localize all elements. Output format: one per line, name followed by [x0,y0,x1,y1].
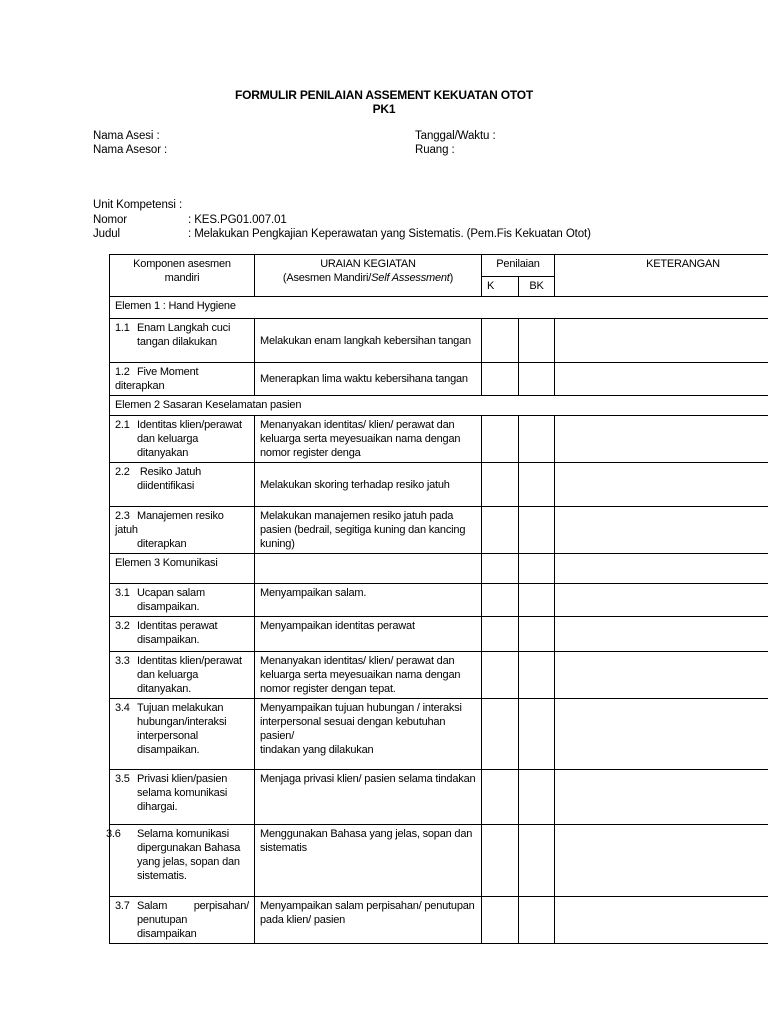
komponen-cell [110,617,255,652]
komponen-text: perpisahan/ [193,900,249,912]
komponen-number-salam [115,899,167,913]
k-cell[interactable] [482,463,519,507]
uraian-line: Melakukan manajemen resiko jatuh pada [260,510,454,522]
komponen-text: hubungan/interaksi [137,716,227,728]
komponen-text: Salam [137,900,168,912]
uraian-line: Menyampaikan tujuan hubungan / interaksi [260,702,462,714]
keterangan-cell[interactable] [555,770,768,825]
komponen-cell [110,770,255,825]
bk-cell[interactable] [519,319,555,363]
komponen-text: disampaikan. [137,744,200,756]
k-cell[interactable] [482,554,519,584]
uraian-cell: Menjaga privasi klien/ pasien selama tindakan [255,770,482,825]
komponen-cell [110,652,255,699]
komponen-text: Enam Langkah cuci [137,322,231,334]
k-cell[interactable] [482,652,519,699]
bk-cell[interactable] [519,363,555,396]
komponen-text: Privasi klien/pasien [137,773,228,785]
keterangan-cell[interactable] [555,319,768,363]
uraian-cell [255,897,482,944]
table-row [110,319,768,363]
bk-cell[interactable] [519,699,555,770]
judul-value: : Melakukan Pengkajian Keperawatan yang Sistematis. (Pem.Fis Kekuatan Otot) [188,228,591,240]
komponen-text: Ucapan salam [137,587,205,599]
nomor-label: Nomor [93,214,128,226]
komponen-cell [110,699,255,770]
elemen3-label: Elemen 3 Komunikasi [110,554,255,584]
header-uraian-a: (Asesmen Mandiri/ [282,272,372,284]
komponen-text: dan keluarga ditanyakan. [137,669,199,695]
komponen-text: Manajemen resiko jatuh [115,510,224,536]
table-row [110,463,768,507]
komponen-text: diterapkan [137,538,187,550]
uraian-cell [255,652,482,699]
komponen-text: diidentifikasi [137,480,195,492]
table-row [110,825,768,897]
bk-cell[interactable] [519,584,555,617]
row-number: 2.3 [115,510,130,522]
komponen-cell [110,897,255,944]
k-cell[interactable] [482,617,519,652]
row-number: 2.1 [115,419,130,431]
komponen-text: dan keluarga ditanyakan [137,433,199,459]
table-row-elemen3 [110,554,768,584]
header-uraian-line1: URAIAN KEGIATAN [320,258,416,270]
table-row-elemen1 [110,297,768,319]
header-k: K [482,277,519,297]
row-number: 3.4 [115,702,130,714]
keterangan-cell[interactable] [555,825,768,897]
table-row [110,652,768,699]
judul-label: Judul [93,228,120,240]
komponen-text: Resiko Jatuh [137,466,202,478]
uraian-line: pasien (bedrail, segitiga kuning dan kancing [260,524,466,536]
uraian-cell: Melakukan skoring terhadap resiko jatuh [255,463,482,507]
header-uraian-c: ) [449,272,454,284]
komponen-text: yang jelas, sopan dan [137,856,240,868]
table-row [110,363,768,396]
uraian-line: sistematis [260,842,307,854]
k-cell[interactable] [482,319,519,363]
header-uraian-line2 [260,271,476,285]
komponen-text: disampaikan. [137,634,200,646]
komponen-text: Selama komunikasi [137,828,229,840]
komponen-text: Identitas perawat [137,620,218,632]
k-cell[interactable] [482,897,519,944]
komponen-cell [110,463,255,507]
bk-cell[interactable] [519,507,555,554]
komponen-cell [110,363,255,396]
assessment-table [106,254,768,944]
k-cell[interactable] [482,416,519,463]
table-row [110,770,768,825]
uraian-cell: Menerapkan lima waktu kebersihana tangan [255,363,482,396]
row-number: 3.5 [115,773,130,785]
keterangan-cell[interactable] [555,463,768,507]
komponen-text: disampaikan. [137,601,200,613]
keterangan-cell[interactable] [555,897,768,944]
komponen-text: dipergunakan Bahasa [137,842,241,854]
form-title: FORMULIR PENILAIAN ASSEMENT KEKUATAN OTOT [234,88,534,102]
komponen-text: selama komunikasi [137,787,228,799]
komponen-text: Tujuan melakukan [137,702,224,714]
row-number: 3.1 [115,587,130,599]
uraian-line: pada klien/ pasien [260,914,346,926]
komponen-cell [110,416,255,463]
form-subtitle: PK1 [372,102,396,116]
uraian-line: tindakan yang dilakukan [260,744,374,756]
k-cell[interactable] [482,699,519,770]
keterangan-cell[interactable] [555,416,768,463]
table-row [110,584,768,617]
komponen-text: sistematis. [137,870,187,882]
table-row [110,699,768,770]
komponen-text: Identitas klien/perawat [137,419,242,431]
komponen-cell [110,319,255,363]
uraian-cell [255,507,482,554]
uraian-line: Menggunakan Bahasa yang jelas, sopan dan [260,828,473,840]
keterangan-cell[interactable] [555,363,768,396]
komponen-text: tangan dilakukan [137,336,217,348]
komponen-cell [110,584,255,617]
row-number: 1.2 [115,366,130,378]
tanggal-label: Tanggal/Waktu : [415,130,496,142]
header-uraian [255,255,482,297]
header-penilaian: Penilaian [482,255,555,277]
uraian-line: Menanyakan identitas/ klien/ perawat dan [260,655,455,667]
header-bk: BK [519,277,555,297]
row-number: 3.3 [115,655,130,667]
uraian-line: Menyampaikan salam perpisahan/ penutupan [260,900,475,912]
komponen-text: Identitas klien/perawat [137,655,242,667]
komponen-text: penutupan disampaikan [137,914,197,940]
nama-asesi-label: Nama Asesi : [93,130,160,142]
k-cell[interactable] [482,770,519,825]
uraian-line: Menanyakan identitas/ klien/ perawat dan [260,419,455,431]
uraian-line: kuning) [260,538,295,550]
bk-cell[interactable] [519,897,555,944]
bk-cell[interactable] [519,770,555,825]
table-header-row [110,255,768,277]
uraian-cell: Menyampaikan salam. [255,584,482,617]
uraian-cell [255,554,482,584]
uraian-line: interpersonal sesuai dengan kebutuhan pasien/ [260,716,446,742]
bk-cell[interactable] [519,652,555,699]
uraian-line: nomor register denga [260,447,361,459]
k-cell[interactable] [482,363,519,396]
keterangan-cell[interactable] [555,652,768,699]
keterangan-cell[interactable] [555,554,768,584]
table-row [110,617,768,652]
bk-cell[interactable] [519,825,555,897]
uraian-line: keluarga serta meyesuaikan nama dengan [260,433,461,445]
elemen1-label: Elemen 1 : Hand Hygiene [110,297,768,319]
k-cell[interactable] [482,507,519,554]
bk-cell[interactable] [519,463,555,507]
uraian-cell: Menyampaikan identitas perawat [255,617,482,652]
elemen2-label: Elemen 2 Sasaran Keselamatan pasien [110,396,768,416]
uraian-line: keluarga serta meyesuaikan nama dengan [260,669,461,681]
komponen-cell [110,507,255,554]
table-row [110,416,768,463]
row-number: 3.7 [115,900,130,912]
komponen-first-line [115,899,249,913]
uraian-cell [255,825,482,897]
ruang-label: Ruang : [415,144,455,156]
header-keterangan: KETERANGAN [555,255,768,297]
keterangan-cell[interactable] [555,584,768,617]
nomor-value: : KES.PG01.007.01 [188,214,287,226]
header-komponen: Komponen asesmen mandiri [110,255,255,297]
k-cell[interactable] [482,584,519,617]
komponen-text: Five Moment diterapkan [115,366,199,392]
komponen-cell [106,825,255,897]
row-number: 3.2 [115,620,130,632]
nama-asesor-label: Nama Asesor : [93,144,168,156]
keterangan-cell[interactable] [555,699,768,770]
bk-cell[interactable] [519,617,555,652]
keterangan-cell[interactable] [555,617,768,652]
komponen-text: dihargai. [137,801,178,813]
row-number: 3.6 [106,828,121,840]
header-uraian-italic: Self Assessment [371,272,450,284]
uraian-cell: Melakukan enam langkah kebersihan tangan [255,319,482,363]
bk-cell[interactable] [519,554,555,584]
bk-cell[interactable] [519,416,555,463]
row-number: 2.2 [115,466,130,478]
table-row [110,507,768,554]
uraian-cell [255,699,482,770]
keterangan-cell[interactable] [555,507,768,554]
komponen-text: interpersonal [137,730,198,742]
table-row [110,897,768,944]
unit-kompetensi-label: Unit Kompetensi : [93,199,183,211]
uraian-line: nomor register dengan tepat. [260,683,396,695]
uraian-cell [255,416,482,463]
row-number: 1.1 [115,322,130,334]
table-row-elemen2 [110,396,768,416]
k-cell[interactable] [482,825,519,897]
